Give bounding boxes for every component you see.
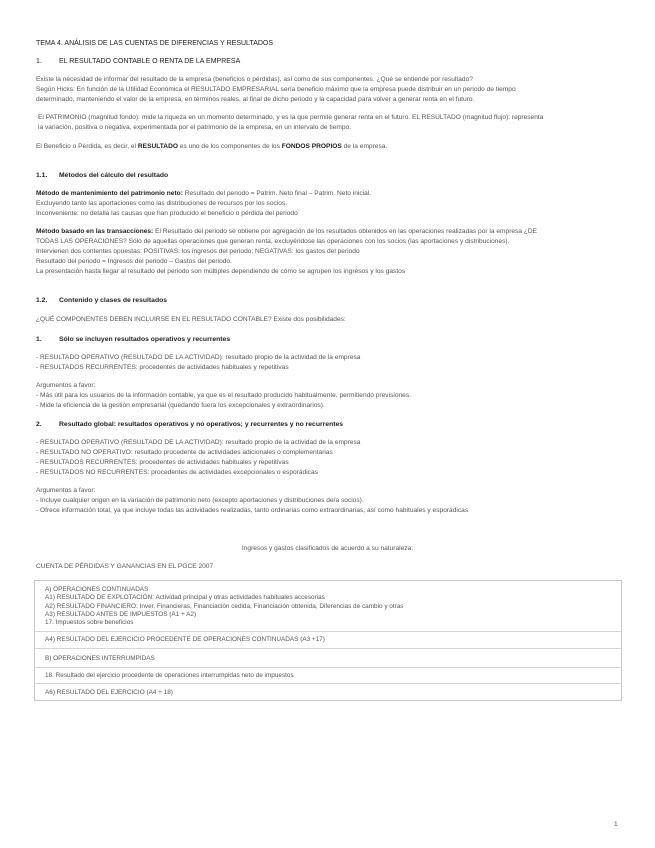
section-1-1-number: 1.1. xyxy=(36,172,48,179)
section-1-number: 1. xyxy=(36,58,42,65)
pyg-row-operaciones-continuadas xyxy=(35,581,621,632)
section-1-heading xyxy=(36,57,240,67)
option-2-item: - RESULTADOS RECURRENTES: procedentes de actividades habituales y repetitivas xyxy=(36,459,289,466)
pyg-row-a4 xyxy=(35,632,621,649)
transacciones-line: TODAS LAS OPERACIONES? Sólo de aquellas operaciones que generan renta, excluyéndose las operaciones con los socios (las aportaciones y distribuciones). xyxy=(36,238,510,245)
mantenimiento-line: Excluyendo tanto las aportaciones como las distribuciones de recursos por los socios. xyxy=(36,200,288,207)
option-2-arg: - Incluye cualquier origen en la variación de patrimonio neto (excepto aportaciones y distribuciones de/a socios). xyxy=(36,497,364,504)
transacciones-line: Intervienen dos contentes opuestas: POSITIVAS: los ingresos del periodo; NEGATIVAS: los gastos del periodo xyxy=(36,248,360,255)
intro-line: Según Hicks: En función de la Utilidad Económica el RESULTADO EMPRESARIAL sería beneficio máximo que la empresa puede distribuir en un periodo de tiempo xyxy=(36,86,516,93)
option-2-arg: - Ofrece información total, ya que incluye todas las actividades realizadas, tanto ordinarias como extraordinarias, así como habituales y esporádicas xyxy=(36,507,469,514)
option-1-heading xyxy=(36,335,230,345)
mantenimiento-paragraph xyxy=(36,189,371,219)
section-1-1-title: Métodos del cálculo del resultado xyxy=(59,172,169,179)
fondos-bold-resultado: RESULTADO xyxy=(137,143,178,150)
mantenimiento-line: Inconveniente: no detalla las causas que han producido el beneficio o pérdida del periodo xyxy=(36,210,298,217)
section-1-2-number: 1.2. xyxy=(36,297,48,304)
option-1-args-label: Argumentos a favor: xyxy=(36,382,96,389)
fondos-text-mid: es uno de los componentes de los xyxy=(177,143,282,150)
transacciones-line: Resultado del periodo = Ingresos del periodo – Gastos del periodo. xyxy=(36,258,232,265)
section-1-2-title: Contenido y clases de resultados xyxy=(59,297,168,304)
option-2-item: - RESULTADO NO OPERATIVO: resultado procedente de actividades adicionales o complementarias xyxy=(36,449,333,456)
intro-line: determinado, manteniendo el valor de la empresa, en términos reales, al final de dicho periodo y la capacidad para volver a generar renta en el futuro. xyxy=(36,96,475,103)
pyg-row-line: B) OPERACIONES INTERRUMPIDAS xyxy=(45,655,155,662)
fondos-paragraph xyxy=(36,142,387,152)
intro-line: Existe la necesidad de informar del resultado de la empresa (beneficios o pérdidas), así como de sus componentes. ¿Qué se entiende por resultado? xyxy=(36,76,473,83)
page-number: 1 xyxy=(614,821,618,828)
patrimonio-paragraph xyxy=(36,113,543,133)
transacciones-line: La presentación hasta llegar al resultado del periodo son múltiples dependiendo de cómo se agrupen los ingresos y los gastos xyxy=(36,268,406,275)
pyg-row-line: A) OPERACIONES CONTINUADAS xyxy=(45,586,149,593)
option-2-number: 2. xyxy=(36,421,42,428)
option-2-heading xyxy=(36,420,343,430)
components-question: ¿QUÉ COMPONENTES DEBEN INCLUIRSE EN EL RESULTADO CONTABLE? Existe dos posibilidades: xyxy=(36,316,346,323)
section-1-2-heading xyxy=(36,296,167,306)
mantenimiento-first-line xyxy=(36,189,371,199)
mantenimiento-label: Método de mantenimiento del patrimonio neto: xyxy=(36,190,183,197)
option-2-args-label: Argumentos a favor: xyxy=(36,487,96,494)
fondos-text-post: de la empresa. xyxy=(341,143,388,150)
transacciones-first-line xyxy=(36,227,537,237)
fondos-text-pre: El Beneficio o Pérdida, es decir, el xyxy=(36,143,138,150)
option-1-arguments xyxy=(36,381,411,411)
pyg-row-line: A6) RESULTADO DEL EJERCICIO (A4 + 18) xyxy=(45,689,173,696)
option-2-title: Resultado global: resultados operativos y no operativos; y recurrentes y no recurrentes xyxy=(59,421,344,428)
pyg-row-18 xyxy=(35,668,621,684)
pyg-row-line: 18. Resultado del ejercicio procedente de operaciones interrumpidas neto de impuestos xyxy=(45,672,294,679)
option-2-item: - RESULTADOS NO RECURRENTES: procedentes de actividades excepcionales o esporádicas xyxy=(36,469,318,476)
option-1-number: 1. xyxy=(36,336,42,343)
transacciones-paragraph xyxy=(36,227,537,277)
option-2-item: - RESULTADO OPERATIVO (RESULTADO DE LA ACTIVIDAD): resultado propio de la actividad de la empresa xyxy=(36,439,361,446)
pyg-title: CUENTA DE PÉRDIDAS Y GANANCIAS EN EL PGCE 2007 xyxy=(36,563,214,570)
pyg-row-a6 xyxy=(35,684,621,700)
pyg-row-operaciones-interrumpidas xyxy=(35,649,621,668)
pyg-row-line: A1) RESULTADO DE EXPLOTACIÓN: Actividad principal y otras actividades habituales accesorias xyxy=(45,594,325,602)
option-2-items xyxy=(36,438,360,478)
option-1-arg: - Mide la eficiencia de la gestión empresarial (quedando fuera los excepcionales y extraordinarios). xyxy=(36,402,325,409)
option-1-title: Sólo se incluyen resultados operativos y recurrentes xyxy=(59,336,231,343)
option-1-item: - RESULTADO OPERATIVO (RESULTADO DE LA ACTIVIDAD): resultado propio de la actividad de la empresa xyxy=(36,354,361,361)
patrimonio-line: la variación, positiva o negativa, experimentada por el patrimonio de la empresa, en un intervalo de tiempo. xyxy=(38,124,352,131)
section-1-1-heading xyxy=(36,171,168,181)
pyg-row-line: 17. Impuestos sobre beneficios xyxy=(45,619,134,627)
transacciones-label: Método basado en las transacciones: xyxy=(36,228,154,235)
document-title: TEMA 4. ANÁLISIS DE LAS CUENTAS DE DIFERENCIAS Y RESULTADOS xyxy=(36,40,274,47)
option-1-item: - RESULTADOS RECURRENTES: procedentes de actividades habituales y repetitivas xyxy=(36,364,289,371)
patrimonio-line: El PATRIMONIO (magnitud fondo): mide la riqueza en un momento determinado, y es la que permite generar renta en el futuro. EL RESULTADO (magnitud flujo): representa xyxy=(38,114,544,121)
section-1-title: EL RESULTADO CONTABLE O RENTA DE LA EMPRESA xyxy=(59,58,241,65)
fondos-bold-fondos-propios: FONDOS PROPIOS xyxy=(281,143,342,150)
table-caption: Ingresos y gastos clasificados de acuerdo a su naturaleza: xyxy=(241,545,414,552)
pyg-row-line: A3) RESULTADO ANTES DE IMPUESTOS (A1 + A2) xyxy=(45,610,197,618)
mantenimiento-text: Resultado del periodo = Patrim. Neto final – Patrim. Neto inicial. xyxy=(182,190,372,197)
pyg-row-line: A4) RESULTADO DEL EJERCICIO PROCEDENTE DE OPERACIONES CONTINUADAS (A3 +17) xyxy=(45,636,325,643)
option-2-arguments xyxy=(36,486,468,516)
option-1-arg: - Más útil para los usuarios de la información contable, ya que es el resultado producido habitualmente, permitiendo previsiones. xyxy=(36,392,411,399)
option-1-items xyxy=(36,353,360,373)
pyg-table xyxy=(34,580,622,701)
transacciones-text: El Resultado del periodo se obtiene por agregación de los resultados obtenidos en las operaciones realizadas por la empresa ¿DE xyxy=(153,228,538,235)
pyg-row-line: A2) RESULTADO FINANCIERO: Inver. Financieras, Financiación cedida, Financiación obtenida, Diferencias de cambio y otras xyxy=(45,602,404,610)
intro-paragraph xyxy=(36,75,516,105)
